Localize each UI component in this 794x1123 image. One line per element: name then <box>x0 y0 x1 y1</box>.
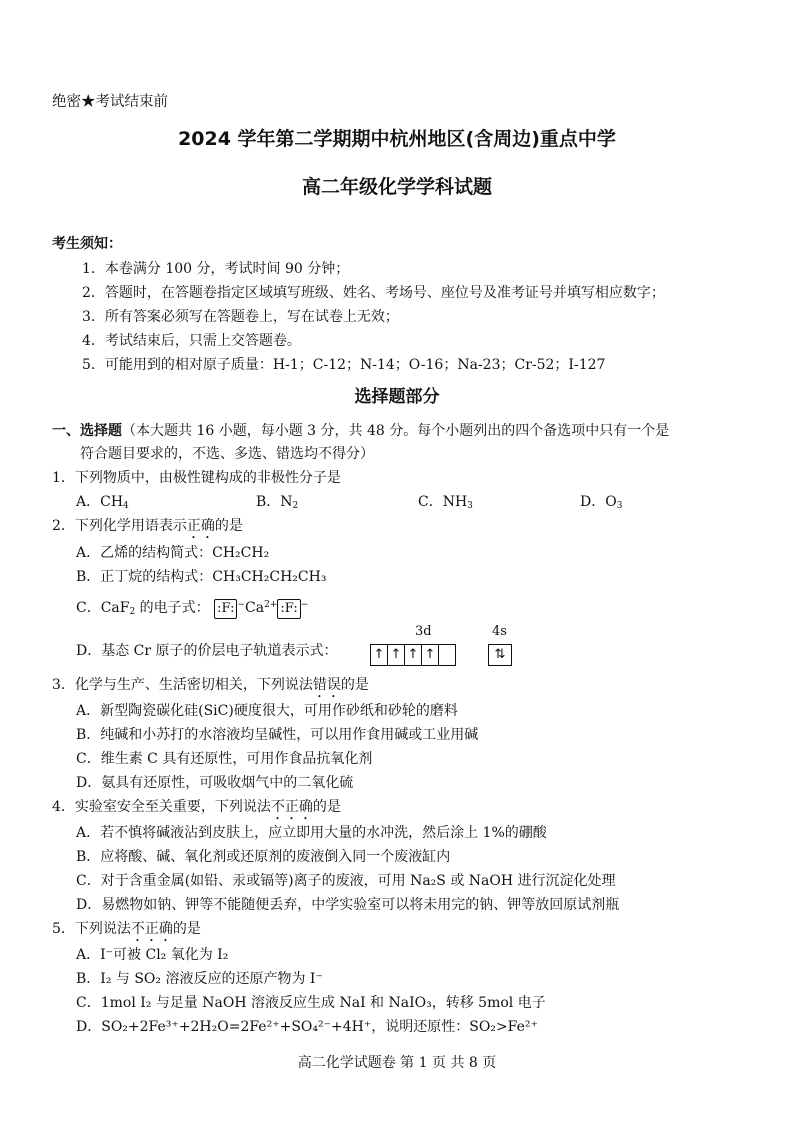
notice-item: 1．本卷满分 100 分，考试时间 90 分钟； <box>82 261 350 277</box>
q4-option-a: A．若不慎将碱液沾到皮肤上，应立即用大量的水冲洗，然后涂上 1%的硼酸 <box>76 825 547 841</box>
notice-item: 4．考试结束后，只需上交答题卷。 <box>82 333 301 349</box>
orbital-box-up-arrow-icon: ↑ <box>405 645 422 665</box>
page-footer: 高二化学试题卷 第 1 页 共 8 页 <box>297 1055 497 1071</box>
question-1-stem: 1．下列物质中，由极性键构成的非极性分子是 <box>52 470 341 486</box>
orbital-label-4s: 4s <box>492 624 507 639</box>
orbital-diagram-4s <box>488 644 512 666</box>
orbital-box-empty <box>439 645 455 665</box>
q1-option-d: D．$O_3$ <box>580 494 623 511</box>
q5-option-b: B．I₂ 与 SO₂ 溶液反应的还原产物为 I⁻ <box>76 971 323 987</box>
q2-option-c: C．CaF$_2$ 的电子式： :F: $^-Ca^{2+}$ :F: − <box>76 600 309 617</box>
electron-dot-f: :F: <box>214 599 237 619</box>
part-heading <box>52 420 669 440</box>
q4-option-d: D．易燃物如钠、钾等不能随便丢弃，中学实验室可以将未用完的钠、钾等放回原试剂瓶 <box>76 897 620 913</box>
q1-option-c: C．$NH_3$ <box>418 494 473 511</box>
notice-item: 3．所有答案必须写在答题卷上，写在试卷上无效； <box>82 309 399 325</box>
orbital-box-pair-arrow-icon: ⇅ <box>494 647 506 662</box>
notice-item: 5．可能用到的相对原子质量：H-1；C-12；N-14；O-16；Na-23；Cr-52；I-127 <box>82 357 606 373</box>
exam-title: 2024 学年第二学期期中杭州地区(含周边)重点中学 <box>178 128 616 150</box>
part-label: 一、选择题 <box>52 423 122 439</box>
orbital-box-up-arrow-icon: ↑ <box>371 645 388 665</box>
orbital-label-3d: 3d <box>415 624 432 639</box>
question-5-stem: 5．下列说法不正确的是 <box>52 921 201 937</box>
q2-option-a: A．乙烯的结构简式：CH₂CH₂ <box>76 545 270 561</box>
question-4-stem: 4．实验室安全至关重要，下列说法不正确的是 <box>52 799 341 815</box>
orbital-diagram-3d <box>370 644 456 666</box>
q5-option-d: D．SO₂+2Fe³⁺+2H₂O=2Fe²⁺+SO₄²⁻+4H⁺，说明还原性：SO₂>Fe²⁺ <box>76 1019 538 1035</box>
ca-ion: Ca <box>245 600 265 616</box>
part-desc: （本大题共 16 小题，每小题 3 分，共 48 分。每个小题列出的四个备选项中只有一个是 <box>122 423 670 439</box>
orbital-box-up-arrow-icon: ↑ <box>388 645 405 665</box>
question-3-stem: 3．化学与生产、生活密切相关，下列说法错误的是 <box>52 677 369 693</box>
q3-option-a: A．新型陶瓷碳化硅(SiC)硬度很大，可用作砂纸和砂轮的磨料 <box>76 703 458 719</box>
confidential-label: 绝密★考试结束前 <box>52 94 168 110</box>
notice-heading: 考生须知： <box>52 236 122 252</box>
q4-option-b: B．应将酸、碱、氧化剂或还原剂的废液倒入同一个废液缸内 <box>76 849 451 865</box>
electron-dot-f: :F: <box>277 599 300 619</box>
q1-option-a: A．$CH_4$ <box>76 494 129 511</box>
q2-option-b: B．正丁烷的结构式：CH₃CH₂CH₂CH₃ <box>76 569 327 585</box>
q3-option-b: B．纯碱和小苏打的水溶液均呈碱性，可以用作食用碱或工业用碱 <box>76 727 479 743</box>
q1-option-b: B．$N_2$ <box>256 494 299 511</box>
q5-option-c: C．1mol I₂ 与足量 NaOH 溶液反应生成 NaI 和 NaIO₃，转移 5mol 电子 <box>76 995 546 1011</box>
q3-option-d: D．氨具有还原性，可吸收烟气中的二氧化硫 <box>76 775 354 791</box>
part-desc-cont: 符合题目要求的，不选、多选、错选均不得分） <box>80 446 374 462</box>
q4-option-c: C．对于含重金属(如铅、汞或镉等)离子的废液，可用 Na₂S 或 NaOH 进行沉淀化处理 <box>76 873 616 889</box>
question-2-stem: 2．下列化学用语表示正确的是 <box>52 518 243 534</box>
section-title: 选择题部分 <box>354 387 440 407</box>
orbital-box-up-arrow-icon: ↑ <box>422 645 439 665</box>
q2-option-d: D．基态 Cr 原子的价层电子轨道表示式： <box>76 643 338 659</box>
q3-option-c: C．维生素 C 具有还原性，可用作食品抗氧化剂 <box>76 751 373 767</box>
exam-subtitle: 高二年级化学学科试题 <box>301 176 492 198</box>
notice-item: 2．答题时，在答题卷指定区域填写班级、姓名、考场号、座位号及准考证号并填写相应数字； <box>82 285 665 301</box>
q5-option-a: A．I⁻可被 Cl₂ 氧化为 I₂ <box>76 947 229 963</box>
